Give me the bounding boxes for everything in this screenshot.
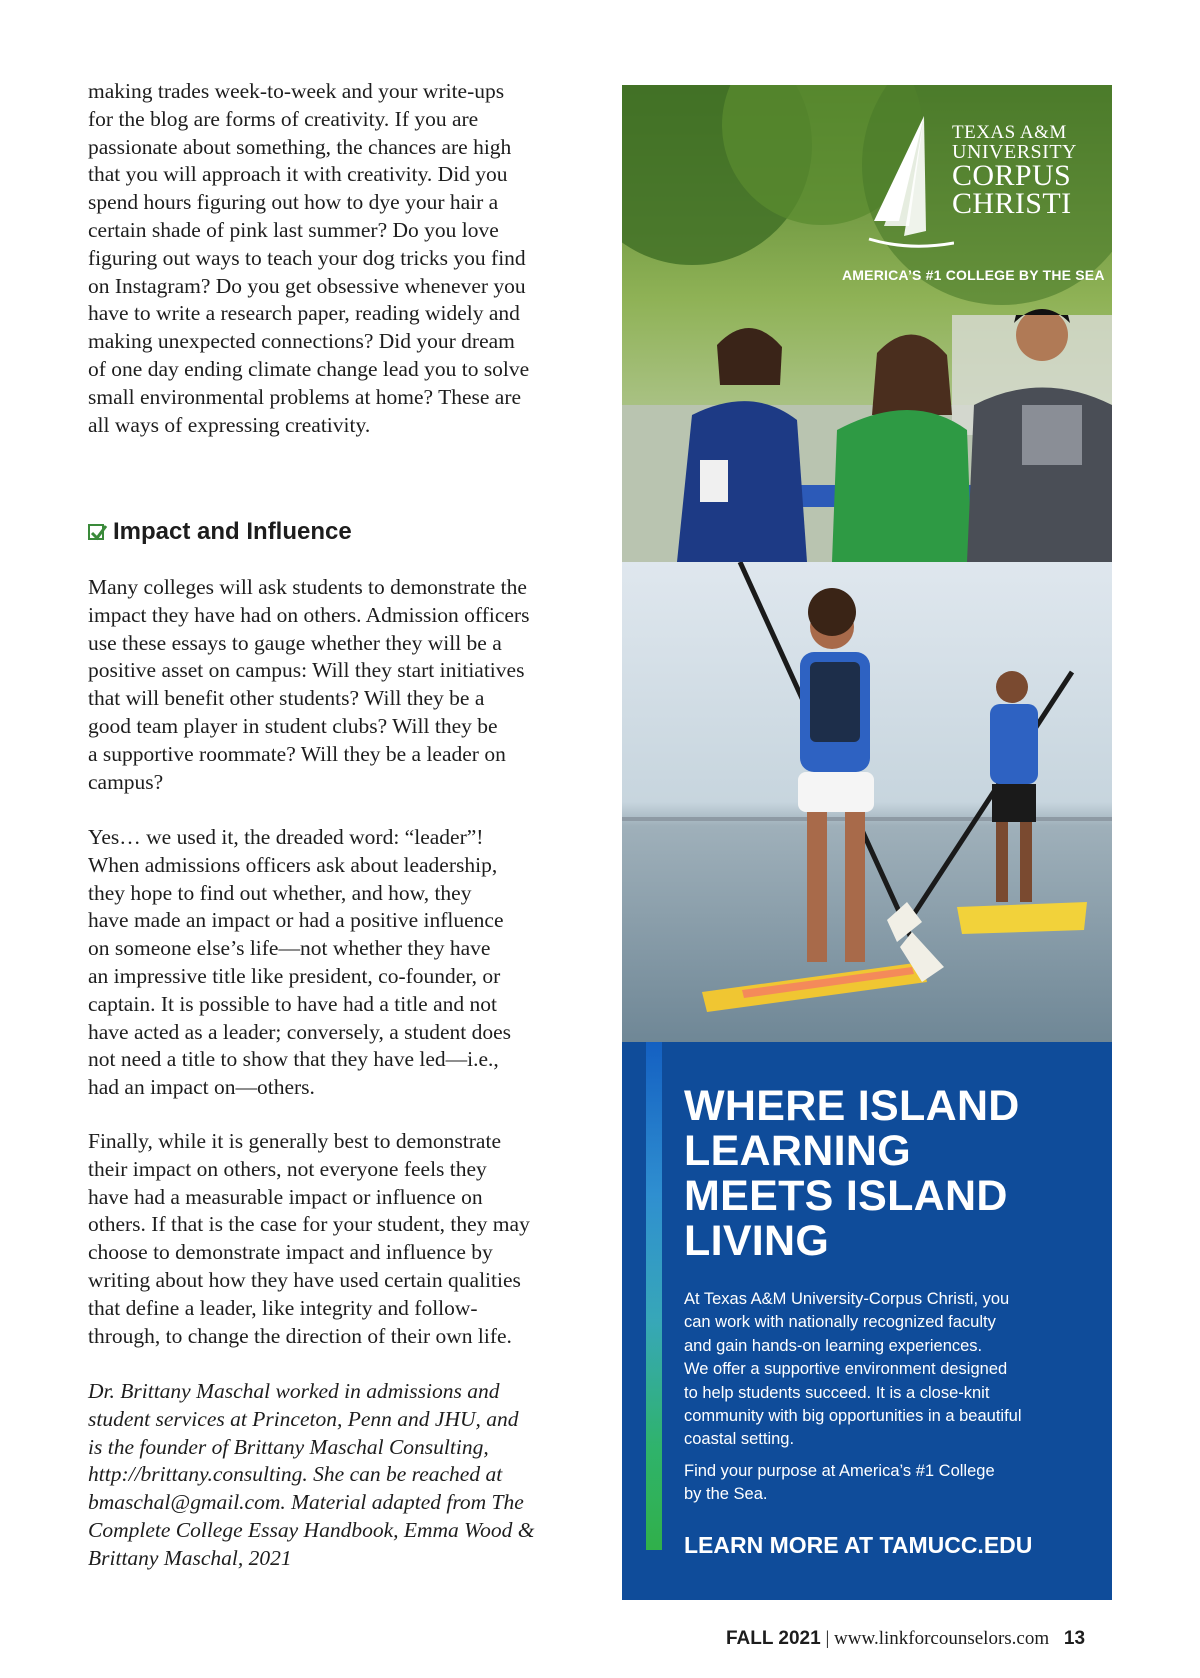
logo-line-4: CHRISTI xyxy=(952,187,1072,220)
section-heading-text: Impact and Influence xyxy=(113,518,352,545)
article-paragraph-leader: Yes… we used it, the dreaded word: “leader”! When admissions officers ask about leadership, they hope to find out whether, and how, they have made an impact or had a positive influence on someone else’s life—not whether they have an impressive title like president, co-founder, or captain. It is possible to have had a title and not have acted as a leader; conversely, a student does not need a title to show that they have led—i.e., had an impact on—others. xyxy=(88,825,512,1100)
logo-line-2: UNIVERSITY xyxy=(952,141,1077,163)
ad-text-panel xyxy=(622,1042,1112,1600)
footer-separator: | xyxy=(825,1628,830,1649)
accent-bar xyxy=(646,1042,662,1550)
ad-tagline: AMERICA’S #1 COLLEGE BY THE SEA xyxy=(842,267,1105,283)
paddleboard-photo xyxy=(622,562,1112,1042)
author-bio: Dr. Brittany Maschal worked in admissions and student services at Princeton, Penn and JHU, and is the founder of Brittany Maschal Consulting, http://brittany.consulting. She can be reached at bmaschal@gmail.com. Material adapted from The Complete College Essay Handbook, Emma Wood & Brittany Maschal, 2021 xyxy=(88,1379,535,1570)
page-number: 13 xyxy=(1063,1628,1086,1649)
page-footer xyxy=(726,1628,1085,1650)
ad-body-2: Find your purpose at America’s #1 College by the Sea. xyxy=(684,1462,995,1504)
article-paragraph-finally: Finally, while it is generally best to demonstrate their impact on others, not everyone feels they have had a measurable impact or influence on others. If that is the case for your student, they may choose to demonstrate impact and influence by writing about how they have used certain qualities that define a leader, like integrity and follow- through, to change the direction of their own life. xyxy=(88,1129,530,1348)
students-table-photo xyxy=(622,85,1112,562)
tamucc-logo xyxy=(874,111,1104,251)
footer-season: FALL 2021 xyxy=(726,1628,821,1649)
ad-headline: WHERE ISLAND LEARNING MEETS ISLAND LIVING xyxy=(684,1082,1020,1265)
logo-line-3: CORPUS xyxy=(952,159,1072,192)
footer-url[interactable]: www.linkforcounselors.com xyxy=(834,1628,1050,1649)
article-paragraph-creativity: making trades week-to-week and your write-ups for the blog are forms of creativity. If you are passionate about something, the chances are high that you will approach it with creativity. Did you spend hours figuring out how to dye your hair a certain shade of pink last summer? Do you love figuring out ways to teach your dog tricks you find on Instagram? Do you get obsessive whenever you have to write a research paper, reading widely and making unexpected connections? Did your dream of one day ending climate change lead you to solve small environmental problems at home? These are all ways of expressing creativity. xyxy=(88,79,530,437)
sail-wing-logo xyxy=(864,111,954,251)
checked-box-icon xyxy=(88,524,104,540)
article-paragraph-impact: Many colleges will ask students to demonstrate the impact they have had on others. Admission officers use these essays to gauge whether they will be a positive asset on campus: Will they start initiatives that will benefit other students? Will they be a good team player in student clubs? Will they be a supportive roommate? Will they be a leader on campus? xyxy=(88,575,530,794)
logo-line-1: TEXAS A&M xyxy=(952,122,1067,143)
learn-more-link[interactable]: LEARN MORE AT TAMUCC.EDU xyxy=(684,1532,1033,1558)
university-advertisement[interactable] xyxy=(622,85,1112,1600)
ad-body: At Texas A&M University-Corpus Christi, you can work with nationally recognized faculty and gain hands-on learning experiences. We offer a supportive environment designed to help students succeed. It is a close-knit community with big opportunities in a beautiful coastal setting. xyxy=(684,1290,1022,1449)
section-heading xyxy=(88,518,352,546)
